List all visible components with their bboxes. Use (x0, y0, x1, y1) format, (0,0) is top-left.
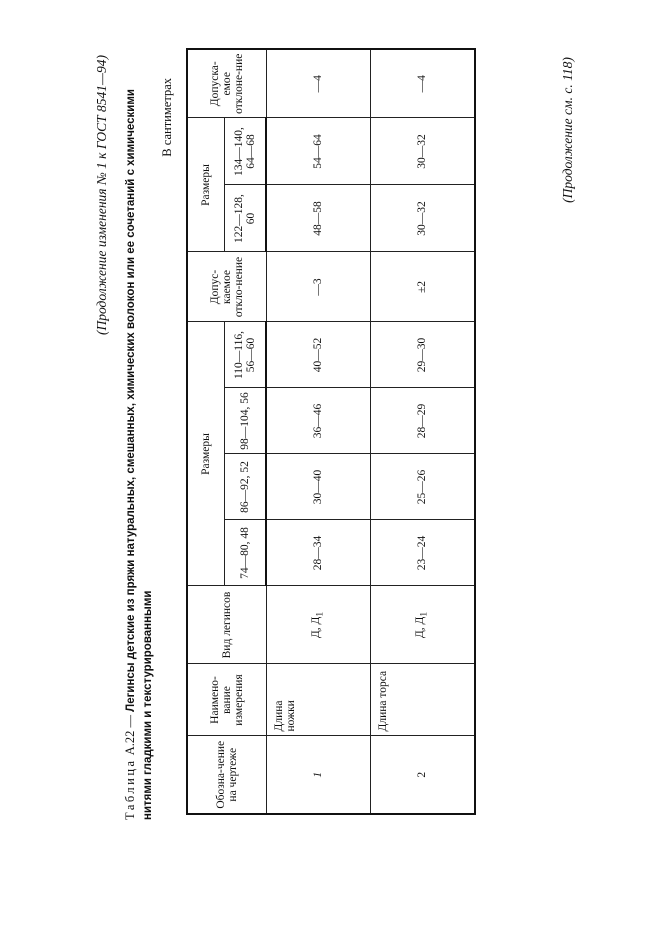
cell-tolerance: —4 (266, 49, 370, 118)
cell-value: 29—30 (370, 322, 475, 388)
cell-type-sub: 1 (314, 611, 326, 617)
continuation-footer: (Продолжение см. с. 118) (560, 57, 575, 203)
header-row-1 (187, 49, 225, 814)
cell-tolerance: —4 (370, 49, 475, 118)
cell-value: 28—29 (370, 388, 475, 454)
caption-label: Таблица (123, 758, 137, 820)
cell-name: Длина ножки (266, 664, 370, 736)
header-sizes-1: Размеры (187, 322, 225, 586)
size-col-header: 86—92, 52 (225, 454, 267, 520)
header-type: Вид легинсов (187, 586, 266, 664)
cell-value: 30—32 (370, 185, 475, 252)
header-tolerance-1: Допус-каемое откло-нение (187, 252, 266, 322)
cell-designation: 1 (266, 736, 370, 814)
header-sizes-2: Размеры (187, 118, 225, 252)
cell-type (266, 586, 370, 664)
sizes-table-wrapper (186, 53, 476, 815)
cell-name: Длина торса (370, 664, 475, 736)
sizes-table (186, 48, 476, 815)
header-designation: Обозна-чение на чертеже (187, 736, 266, 814)
table-caption (122, 80, 156, 820)
size-col-header: 110—116, 56—60 (225, 322, 267, 388)
cell-value: 30—40 (266, 454, 370, 520)
caption-title: Легинсы детские из пряжи натуральных, смешанных, химических волокон или ее сочетаний с химическими нитями гладкими и текстурированными (125, 89, 154, 820)
cell-type-text: Д, Д (310, 616, 323, 639)
cell-value: 23—24 (370, 520, 475, 586)
continuation-header: (Продолжение изменения № 1 к ГОСТ 8541—94) (94, 55, 109, 336)
cell-type-text: Д, Д (414, 616, 427, 639)
units-label: В сантиметрах (160, 78, 174, 157)
size-col-header: 122—128, 60 (225, 185, 267, 252)
size-col-header: 98—104, 56 (225, 388, 267, 454)
caption-number: А.22 (123, 730, 137, 756)
cell-tolerance: ±2 (370, 252, 475, 322)
table-row (266, 49, 370, 814)
table-row (370, 49, 475, 814)
size-col-header: 134—140, 64—68 (225, 118, 267, 185)
size-col-header: 74—80, 48 (225, 520, 267, 586)
cell-value: 54—64 (266, 118, 370, 185)
header-tolerance-2: Допуска-емое отклоне-ние (187, 49, 266, 118)
caption-dash: — (123, 715, 137, 728)
cell-value: 48—58 (266, 185, 370, 252)
header-name: Наимено-вание измерения (187, 664, 266, 736)
cell-value: 36—46 (266, 388, 370, 454)
cell-type-sub: 1 (418, 611, 430, 617)
cell-value: 25—26 (370, 454, 475, 520)
cell-value: 28—34 (266, 520, 370, 586)
cell-tolerance: —3 (266, 252, 370, 322)
cell-value: 30—32 (370, 118, 475, 185)
cell-value: 40—52 (266, 322, 370, 388)
cell-designation: 2 (370, 736, 475, 814)
cell-type (370, 586, 475, 664)
